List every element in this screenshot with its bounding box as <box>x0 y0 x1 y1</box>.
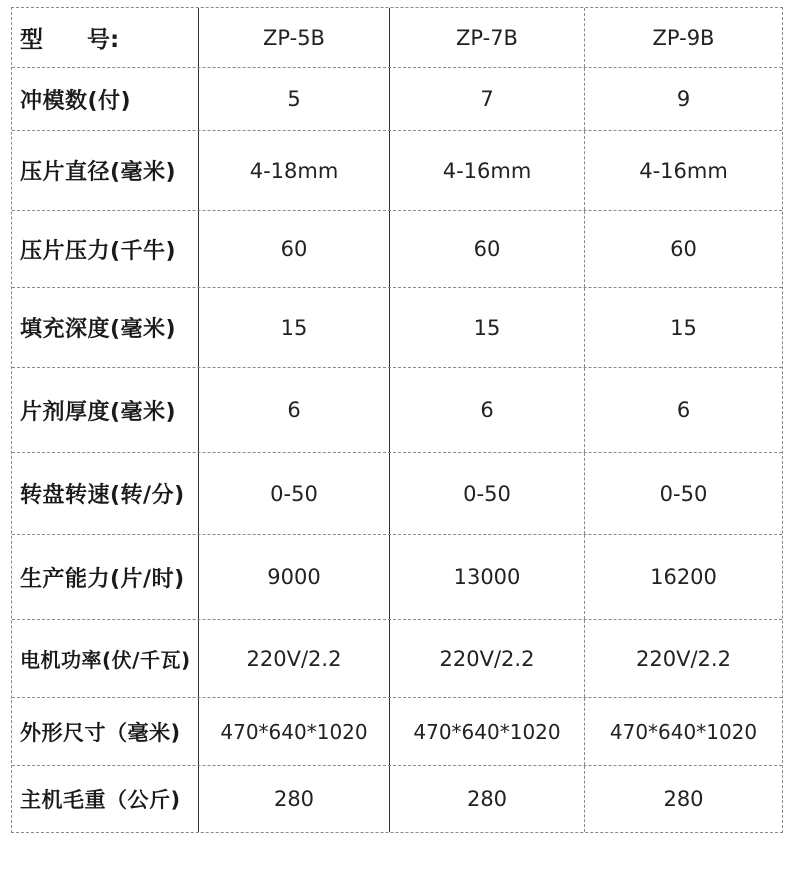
cell-value: 280 <box>663 787 704 811</box>
cell-value: 60 <box>670 237 697 261</box>
cell-value: 15 <box>390 288 585 367</box>
table-row-tablet-thickness <box>12 368 782 453</box>
cell-value: 0-50 <box>659 481 708 506</box>
table-row-pressure <box>12 211 782 288</box>
cell-value: 15 <box>670 315 697 340</box>
cell-value: 470*640*1020 <box>199 698 390 765</box>
cell-value: 220V/2.2 <box>390 620 585 697</box>
table-row-punch-count <box>12 68 782 131</box>
row-label: 转盘转速(转/分) <box>12 453 199 534</box>
model-zp-7b: ZP-7B <box>390 8 585 67</box>
table-row-gross-weight <box>12 766 782 832</box>
row-label: 生产能力(片/时) <box>12 535 199 619</box>
cell-value: 60 <box>199 211 390 287</box>
cell-value: 4-16mm <box>390 131 585 210</box>
table-row-tablet-diameter <box>12 131 782 211</box>
row-label: 外形尺寸（毫米) <box>12 698 199 765</box>
cell-value: 4-16mm <box>639 158 728 183</box>
cell-value: 470*640*1020 <box>609 719 758 744</box>
row-label: 片剂厚度(毫米) <box>12 368 199 452</box>
model-zp-5b: ZP-5B <box>199 8 390 67</box>
cell-value: 280 <box>199 766 390 832</box>
header-row <box>12 8 782 68</box>
table-row-motor-power <box>12 620 782 698</box>
model-zp-9b: ZP-9B <box>652 25 715 50</box>
table-row-turret-speed <box>12 453 782 535</box>
model-label <box>12 8 199 67</box>
cell-value: 6 <box>676 398 691 422</box>
row-label: 压片直径(毫米) <box>12 131 199 210</box>
row-label: 压片压力(千牛) <box>12 211 199 287</box>
cell-value: 7 <box>390 68 585 130</box>
table-row-fill-depth <box>12 288 782 368</box>
cell-value: 13000 <box>390 535 585 619</box>
table-row-dimensions <box>12 698 782 766</box>
cell-value: 9 <box>676 87 691 111</box>
model-label-part1: 型 <box>20 27 43 53</box>
cell-value: 0-50 <box>390 453 585 534</box>
cell-value: 16200 <box>650 565 717 589</box>
cell-value: 0-50 <box>199 453 390 534</box>
cell-value: 5 <box>199 68 390 130</box>
spec-table <box>11 7 783 833</box>
cell-value: 220V/2.2 <box>199 620 390 697</box>
cell-value: 280 <box>390 766 585 832</box>
model-label-part2: 号: <box>87 27 120 53</box>
cell-value: 9000 <box>199 535 390 619</box>
cell-value: 60 <box>390 211 585 287</box>
cell-value: 470*640*1020 <box>390 698 585 765</box>
row-label: 主机毛重（公斤) <box>12 766 199 832</box>
cell-value: 15 <box>199 288 390 367</box>
row-label: 填充深度(毫米) <box>12 288 199 367</box>
cell-value: 4-18mm <box>199 131 390 210</box>
cell-value: 6 <box>390 368 585 452</box>
row-label: 电机功率(伏/千瓦) <box>12 620 199 697</box>
cell-value: 6 <box>199 368 390 452</box>
cell-value: 220V/2.2 <box>636 646 731 671</box>
table-row-capacity <box>12 535 782 620</box>
row-label: 冲模数(付) <box>12 68 199 130</box>
